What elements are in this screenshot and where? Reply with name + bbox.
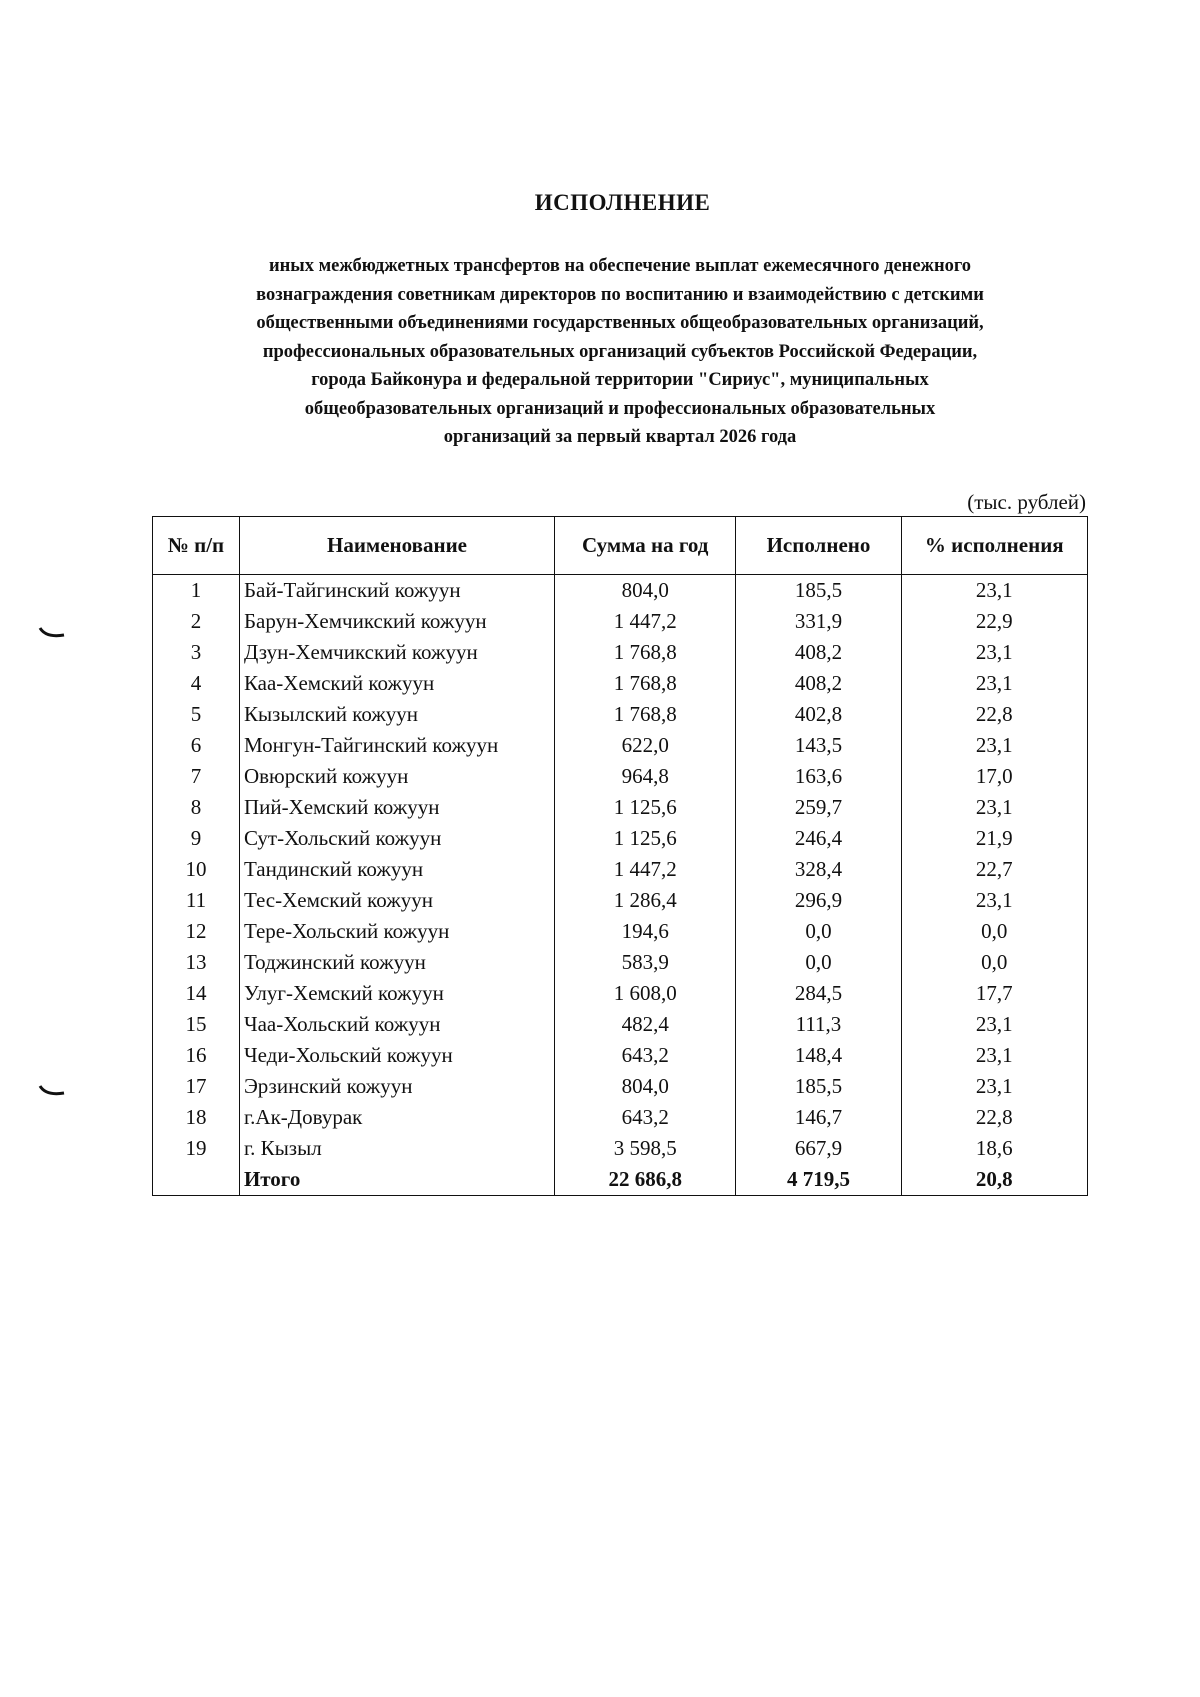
row-name: Сут-Хольский кожуун — [239, 823, 554, 854]
row-num: 3 — [153, 637, 240, 668]
table-row — [153, 637, 1088, 668]
row-name: Тере-Хольский кожуун — [239, 916, 554, 947]
total-num — [153, 1164, 240, 1196]
row-done: 408,2 — [736, 637, 901, 668]
table-row — [153, 1133, 1088, 1164]
row-pct: 23,1 — [901, 792, 1087, 823]
row-done: 667,9 — [736, 1133, 901, 1164]
row-name: г.Ак-Довурак — [239, 1102, 554, 1133]
row-num: 2 — [153, 606, 240, 637]
row-num: 19 — [153, 1133, 240, 1164]
row-sum: 1 447,2 — [555, 854, 736, 885]
subtitle-line: общеобразовательных организаций и профессиональных образовательных — [304, 398, 936, 419]
row-sum: 804,0 — [555, 575, 736, 607]
row-name: Барун-Хемчикский кожуун — [239, 606, 554, 637]
row-sum: 583,9 — [555, 947, 736, 978]
row-sum: 1 768,8 — [555, 668, 736, 699]
row-sum: 194,6 — [555, 916, 736, 947]
header-sum: Сумма на год — [555, 517, 736, 575]
table-row — [153, 916, 1088, 947]
row-done: 185,5 — [736, 575, 901, 607]
row-pct: 21,9 — [901, 823, 1087, 854]
row-num: 6 — [153, 730, 240, 761]
row-num: 8 — [153, 792, 240, 823]
table-row — [153, 1102, 1088, 1133]
row-sum: 1 286,4 — [555, 885, 736, 916]
row-done: 328,4 — [736, 854, 901, 885]
row-name: Улуг-Хемский кожуун — [239, 978, 554, 1009]
row-pct: 23,1 — [901, 730, 1087, 761]
row-name: Кызылский кожуун — [239, 699, 554, 730]
row-pct: 17,7 — [901, 978, 1087, 1009]
row-name: Дзун-Хемчикский кожуун — [239, 637, 554, 668]
punch-mark-icon — [38, 1084, 66, 1098]
row-num: 15 — [153, 1009, 240, 1040]
total-sum: 22 686,8 — [555, 1164, 736, 1196]
subtitle-line: города Байконура и федеральной территории "Сириус", муниципальных — [311, 370, 929, 390]
table-row — [153, 978, 1088, 1009]
row-num: 14 — [153, 978, 240, 1009]
row-pct: 23,1 — [901, 1009, 1087, 1040]
row-num: 12 — [153, 916, 240, 947]
table-row — [153, 1040, 1088, 1071]
row-sum: 622,0 — [555, 730, 736, 761]
row-num: 10 — [153, 854, 240, 885]
row-name: Тандинский кожуун — [239, 854, 554, 885]
row-done: 148,4 — [736, 1040, 901, 1071]
row-pct: 18,6 — [901, 1133, 1087, 1164]
row-sum: 1 125,6 — [555, 823, 736, 854]
row-done: 284,5 — [736, 978, 901, 1009]
row-done: 146,7 — [736, 1102, 901, 1133]
row-done: 408,2 — [736, 668, 901, 699]
header-name: Наименование — [239, 517, 554, 575]
units-note: (тыс. рублей) — [967, 490, 1086, 514]
document-title: ИСПОЛНЕНИЕ — [534, 190, 711, 215]
row-name: Овюрский кожуун — [239, 761, 554, 792]
total-done: 4 719,5 — [736, 1164, 901, 1196]
subtitle-line: общественными объединениями государственных общеобразовательных организаций, — [256, 313, 984, 333]
row-done: 0,0 — [736, 916, 901, 947]
row-num: 18 — [153, 1102, 240, 1133]
row-pct: 22,7 — [901, 854, 1087, 885]
row-num: 4 — [153, 668, 240, 699]
row-sum: 804,0 — [555, 1071, 736, 1102]
row-pct: 22,8 — [901, 1102, 1087, 1133]
row-num: 7 — [153, 761, 240, 792]
row-name: Бай-Тайгинский кожуун — [239, 575, 554, 607]
row-num: 13 — [153, 947, 240, 978]
row-sum: 482,4 — [555, 1009, 736, 1040]
row-num: 5 — [153, 699, 240, 730]
row-pct: 23,1 — [901, 1071, 1087, 1102]
table-row — [153, 730, 1088, 761]
row-pct: 23,1 — [901, 668, 1087, 699]
row-name: Чеди-Хольский кожуун — [239, 1040, 554, 1071]
punch-mark-icon — [38, 626, 66, 640]
table-row — [153, 1009, 1088, 1040]
row-name: Эрзинский кожуун — [239, 1071, 554, 1102]
row-done: 296,9 — [736, 885, 901, 916]
total-row — [153, 1164, 1088, 1196]
total-pct: 20,8 — [901, 1164, 1087, 1196]
table-row — [153, 606, 1088, 637]
row-sum: 1 768,8 — [555, 699, 736, 730]
table-header-row — [153, 517, 1088, 575]
row-sum: 643,2 — [555, 1102, 736, 1133]
row-sum: 1 608,0 — [555, 978, 736, 1009]
header-done: Исполнено — [736, 517, 901, 575]
execution-table — [152, 516, 1088, 1196]
row-name: г. Кызыл — [239, 1133, 554, 1164]
row-name: Тес-Хемский кожуун — [239, 885, 554, 916]
table-row — [153, 947, 1088, 978]
row-name: Тоджинский кожуун — [239, 947, 554, 978]
table-body — [153, 575, 1088, 1165]
row-sum: 1 125,6 — [555, 792, 736, 823]
row-sum: 1 447,2 — [555, 606, 736, 637]
row-done: 111,3 — [736, 1009, 901, 1040]
row-num: 11 — [153, 885, 240, 916]
row-pct: 23,1 — [901, 637, 1087, 668]
row-done: 185,5 — [736, 1071, 901, 1102]
header-pct: % исполнения — [901, 517, 1087, 575]
row-done: 331,9 — [736, 606, 901, 637]
row-name: Чаа-Хольский кожуун — [239, 1009, 554, 1040]
row-sum: 643,2 — [555, 1040, 736, 1071]
header-num: № п/п — [153, 517, 240, 575]
subtitle-line: вознаграждения советникам директоров по воспитанию и взаимодействию с детскими — [256, 284, 984, 305]
subtitle-line: иных межбюджетных трансфертов на обеспечение выплат ежемесячного денежного — [268, 256, 972, 276]
row-name: Монгун-Тайгинский кожуун — [239, 730, 554, 761]
row-pct: 0,0 — [901, 916, 1087, 947]
subtitle-line: организаций за первый квартал 2026 года — [443, 427, 797, 447]
table-row — [153, 854, 1088, 885]
subtitle-line: профессиональных образовательных организаций субъектов Российской Федерации, — [262, 341, 978, 362]
row-pct: 23,1 — [901, 575, 1087, 607]
row-pct: 22,9 — [901, 606, 1087, 637]
row-num: 16 — [153, 1040, 240, 1071]
table-row — [153, 1071, 1088, 1102]
row-done: 163,6 — [736, 761, 901, 792]
row-pct: 23,1 — [901, 1040, 1087, 1071]
total-label: Итого — [239, 1164, 554, 1196]
table-row — [153, 792, 1088, 823]
row-done: 402,8 — [736, 699, 901, 730]
table-row — [153, 885, 1088, 916]
row-done: 259,7 — [736, 792, 901, 823]
table-row — [153, 699, 1088, 730]
row-pct: 17,0 — [901, 761, 1087, 792]
table-row — [153, 823, 1088, 854]
row-sum: 1 768,8 — [555, 637, 736, 668]
row-sum: 964,8 — [555, 761, 736, 792]
row-done: 246,4 — [736, 823, 901, 854]
row-name: Пий-Хемский кожуун — [239, 792, 554, 823]
row-pct: 22,8 — [901, 699, 1087, 730]
row-done: 0,0 — [736, 947, 901, 978]
row-name: Каа-Хемский кожуун — [239, 668, 554, 699]
row-num: 1 — [153, 575, 240, 607]
table-row — [153, 575, 1088, 607]
row-done: 143,5 — [736, 730, 901, 761]
row-num: 9 — [153, 823, 240, 854]
table-row — [153, 668, 1088, 699]
document-subtitle — [160, 252, 1080, 452]
row-num: 17 — [153, 1071, 240, 1102]
row-pct: 23,1 — [901, 885, 1087, 916]
row-pct: 0,0 — [901, 947, 1087, 978]
table-row — [153, 761, 1088, 792]
row-sum: 3 598,5 — [555, 1133, 736, 1164]
